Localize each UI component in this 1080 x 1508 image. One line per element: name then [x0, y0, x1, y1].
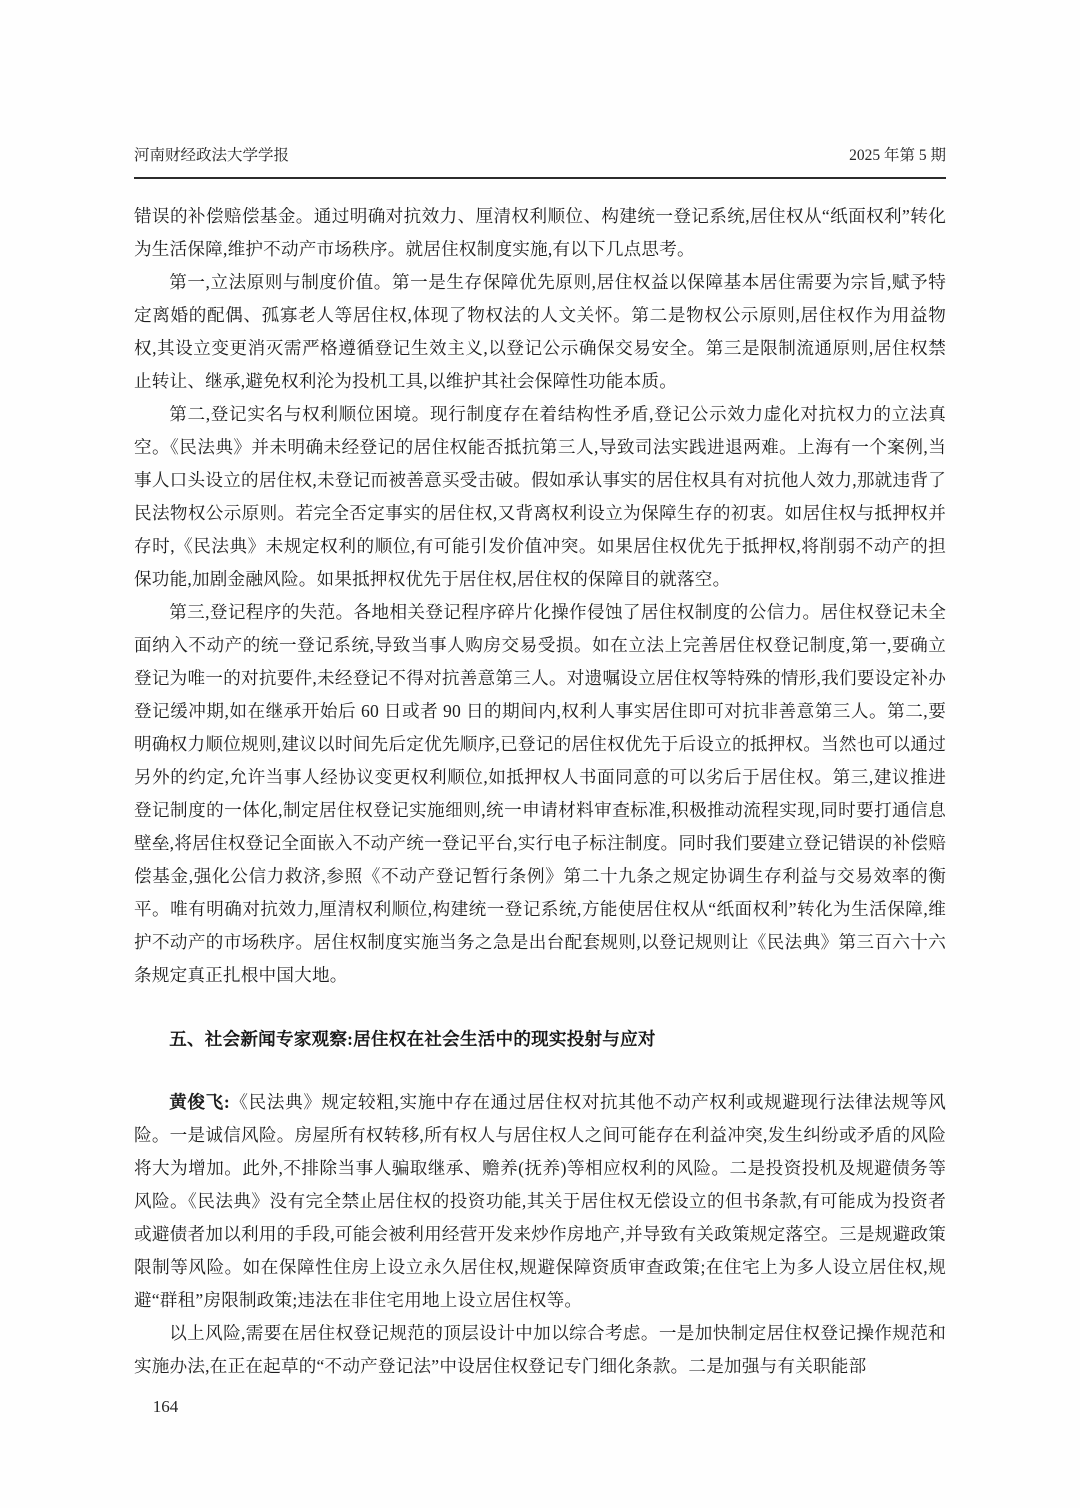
header-rule — [134, 177, 946, 179]
paragraph-closing: 以上风险,需要在居住权登记规范的顶层设计中加以综合考虑。一是加快制定居住权登记操作规范和实施办法,在正在起草的“不动产登记法”中设居住权登记专门细化条款。二是加强与有关职能部 — [134, 1323, 946, 1376]
paragraph-continuation: 错误的补偿赔偿基金。通过明确对抗效力、厘清权利顺位、构建统一登记系统,居住权从“纸面权利”转化为生活保障,维护不动产市场秩序。就居住权制度实施,有以下几点思考。 — [134, 206, 946, 259]
journal-name: 河南财经政法大学学报 — [134, 147, 290, 164]
paragraph-expert-comment — [134, 1086, 946, 1317]
page-content — [134, 0, 946, 1419]
article-body — [134, 200, 946, 1383]
paragraph-second-point: 第二,登记实名与权利顺位困境。现行制度存在着结构性矛盾,登记公示效力虚化对抗权力的立法真空。《民法典》并未明确未经登记的居住权能否抵抗第三人,导致司法实践进退两难。上海有一个案例,当事人口头设立的居住权,未登记而被善意买受击破。假如承认事实的居住权具有对抗他人效力,那就违背了民法物权公示原则。若完全否定事实的居住权,又背离权利设立为保障生存的初衷。如居住权与抵押权并存时,《民法典》未规定权利的顺位,有可能引发价值冲突。如果居住权优先于抵押权,将削弱不动产的担保功能,加剧金融风险。如果抵押权优先于居住权,居住权的保障目的就落空。 — [134, 404, 946, 589]
expert-comment-text: 《民法典》规定较粗,实施中存在通过居住权对抗其他不动产权利或规避现行法律法规等风险。一是诚信风险。房屋所有权转移,所有权人与居住权人之间可能存在利益冲突,发生纠纷或矛盾的风险将大为增加。此外,不排除当事人骗取继承、赡养(抚养)等相应权利的风险。二是投资投机及规避债务等风险。《民法典》没有完全禁止居住权的投资功能,其关于居住权无偿设立的但书条款,有可能成为投资者或避债者加以利用的手段,可能会被利用经营开发来炒作房地产,并导致有关政策规定落空。三是规避政策限制等风险。如在保障性住房上设立永久居住权,规避保障资质审查政策;在住宅上为多人设立居住权,规避“群租”房限制政策;违法在非住宅用地上设立居住权等。 — [134, 1092, 946, 1310]
page-number: 164 — [152, 1397, 179, 1416]
running-head — [134, 146, 946, 177]
issue-label: 2025 年第 5 期 — [849, 147, 946, 164]
paragraph-third-point: 第三,登记程序的失范。各地相关登记程序碎片化操作侵蚀了居住权制度的公信力。居住权登记未全面纳入不动产的统一登记系统,导致当事人购房交易受损。如在立法上完善居住权登记制度,第一,要确立登记为唯一的对抗要件,未经登记不得对抗善意第三人。对遗嘱设立居住权等特殊的情形,我们要设定补办登记缓冲期,如在继承开始后 60 日或者 90 日的期间内,权利人事实居住即可对抗非善意第三人。第二,要明确权力顺位规则,建议以时间先后定优先顺序,已登记的居住权优先于后设立的抵押权。当然也可以通过另外的约定,允许当事人经协议变更权利顺位,如抵押权人书面同意的可以劣后于居住权。第三,建议推进登记制度的一体化,制定居住权登记实施细则,统一申请材料审查标准,积极推动流程实现,同时要打通信息壁垒,将居住权登记全面嵌入不动产统一登记平台,实行电子标注制度。同时我们要建立登记错误的补偿赔偿基金,强化公信力救济,参照《不动产登记暂行条例》第二十九条之规定协调生存利益与交易效率的衡平。唯有明确对抗效力,厘清权利顺位,构建统一登记系统,方能使居住权从“纸面权利”转化为生活保障,维护不动产的市场秩序。居住权制度实施当务之急是出台配套规则,以登记规则让《民法典》第三百六十六条规定真正扎根中国大地。 — [134, 602, 946, 985]
speaker-name: 黄俊飞: — [169, 1092, 230, 1112]
section-heading: 五、社会新闻专家观察:居住权在社会生活中的现实投射与应对 — [169, 1029, 656, 1049]
paragraph-first-point: 第一,立法原则与制度价值。第一是生存保障优先原则,居住权益以保障基本居住需要为宗旨,赋予特定离婚的配偶、孤寡老人等居住权,体现了物权法的人文关怀。第二是物权公示原则,居住权作为用益物权,其设立变更消灭需严格遵循登记生效主义,以登记公示确保交易安全。第三是限制流通原则,居住权禁止转让、继承,避免权利沦为投机工具,以维护其社会保障性功能本质。 — [134, 272, 946, 391]
